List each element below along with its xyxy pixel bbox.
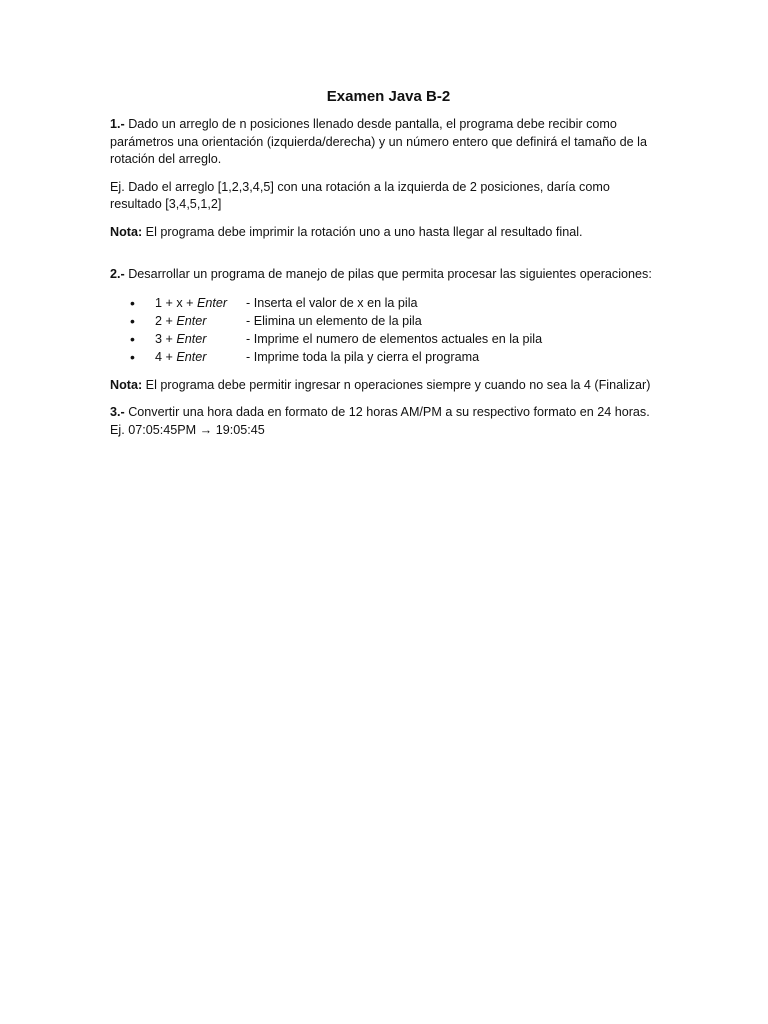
question-3-result: 19:05:45 [215, 422, 265, 437]
operation-code: 2 + Enter [155, 313, 207, 328]
question-1-example: Ej. Dado el arreglo [1,2,3,4,5] con una rotación a la izquierda de 2 posiciones, daría como resultado [3,4,5,1,2] [110, 179, 610, 211]
operation-description: - Imprime toda la pila y cierra el programa [246, 350, 480, 365]
question-3-text [110, 404, 655, 439]
operation-code: 3 + Enter [155, 332, 207, 347]
section-spacer [110, 251, 655, 266]
arrow-right-icon: → [199, 422, 213, 437]
question-2-note-label: Nota: [110, 377, 143, 392]
list-item [110, 348, 655, 366]
question-2-text [110, 266, 655, 284]
question-1-number: 1.- [110, 117, 125, 131]
question-2-number: 2.- [110, 267, 125, 281]
operation-description: - Elimina un elemento de la pila [246, 313, 422, 328]
question-1-text [110, 116, 655, 169]
bullet-icon: • [130, 312, 135, 329]
operations-list [110, 294, 655, 367]
document-content [110, 87, 655, 449]
enter-key-label: Enter [176, 350, 207, 365]
question-2-note [110, 377, 655, 395]
question-3-number: 3.- [110, 405, 125, 420]
question-1-note-label: Nota: [110, 224, 143, 239]
list-item [110, 330, 655, 348]
operation-code: 1 + x + Enter [155, 295, 228, 310]
enter-key-label: Enter [197, 295, 228, 310]
operation-description: - Inserta el valor de x en la pila [246, 295, 418, 310]
question-1-note-text: El programa debe imprimir la rotación uno a uno hasta llegar al resultado final. [142, 224, 583, 239]
bullet-icon: • [130, 294, 135, 311]
question-1-note [110, 224, 655, 242]
bullet-icon: • [130, 331, 135, 348]
bullet-icon: • [130, 349, 135, 366]
list-item [110, 294, 655, 312]
list-item [110, 312, 655, 330]
operation-description: - Imprime el numero de elementos actuales en la pila [246, 332, 543, 347]
question-3-body: Convertir una hora dada en formato de 12 horas AM/PM a su respectivo formato en 24 horas. Ej. 07:05:45PM [110, 405, 650, 437]
question-2-body: Desarrollar un programa de manejo de pilas que permita procesar las siguientes operaciones: [124, 267, 652, 281]
question-1-body: Dado un arreglo de n posiciones llenado desde pantalla, el programa debe recibir como parámetros una orientación (izquierda/derecha) y un número entero que definirá el tamaño de la rotación del arreglo. [110, 117, 647, 166]
document-title: Examen Java B-2 [326, 88, 451, 105]
enter-key-label: Enter [176, 313, 207, 328]
question-2-note-text: El programa debe permitir ingresar n operaciones siempre y cuando no sea la 4 (Finalizar) [142, 377, 651, 392]
enter-key-label: Enter [176, 332, 207, 347]
operation-code: 4 + Enter [155, 350, 207, 365]
